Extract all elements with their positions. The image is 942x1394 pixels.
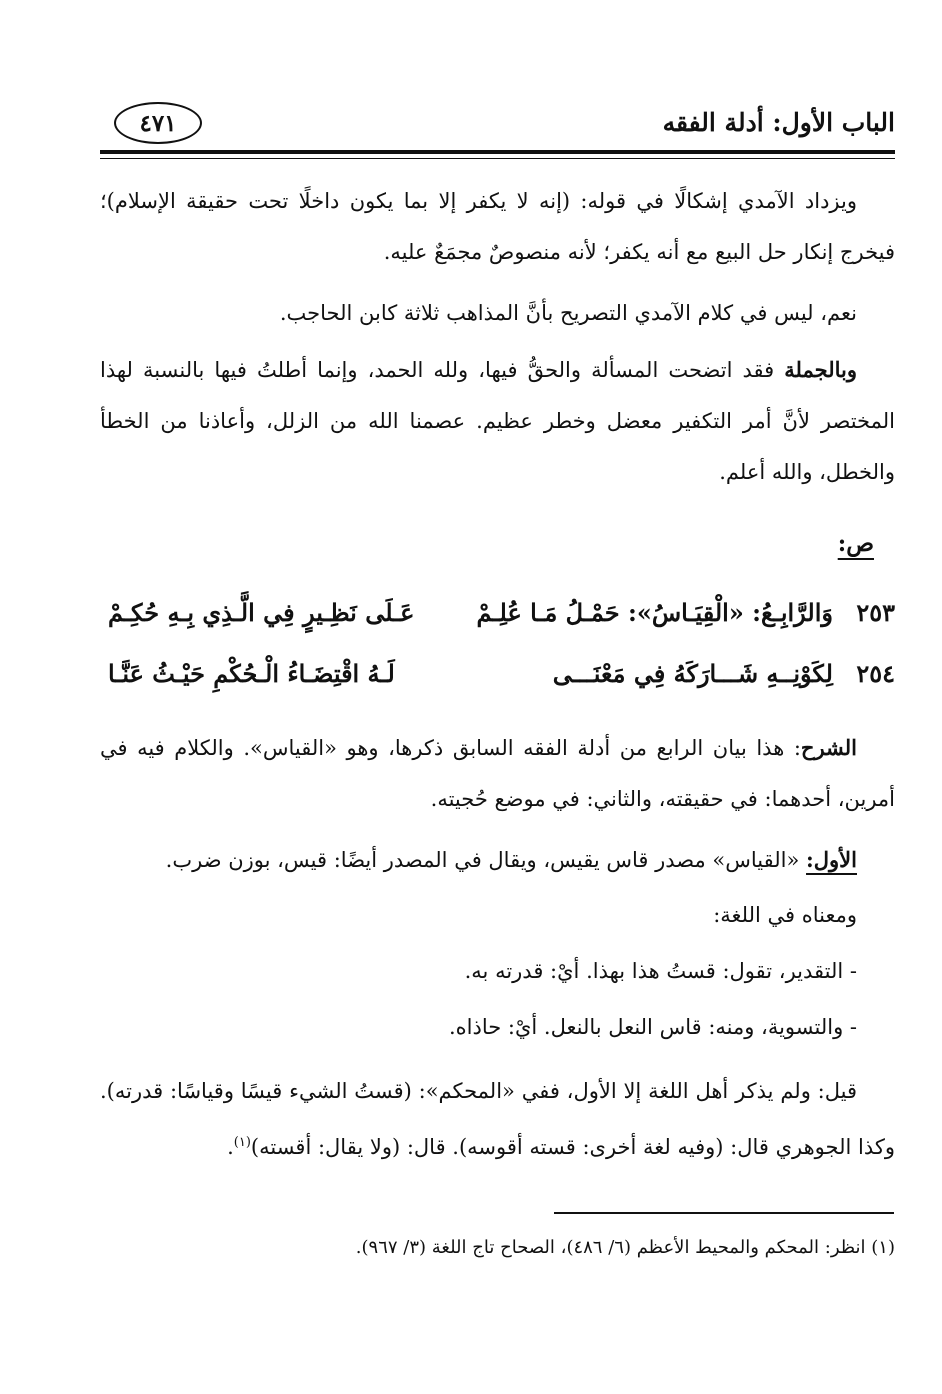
verse-254 (100, 651, 895, 701)
paragraph-naam: نعم، ليس في كلام الآمدي التصريح بأنَّ المذاهب ثلاثة كابن الحاجب. (279, 301, 857, 325)
qila-text: قيل: ولم يذكر أهل اللغة إلا الأول، ففي «المحكم»: (قستُ الشيء قيسًا وقياسًا: قدرته). وكذا الجوهري قال: (وفيه لغة أخرى: قسته أقوسه). قال: (ولا يقال: أقسته) (100, 1079, 895, 1159)
verse-number: ٢٥٣ (856, 598, 895, 627)
summary-lead: وبالجملة (784, 357, 857, 382)
section-label-matn: ص: (837, 530, 874, 557)
sharh-lead: الشرح (800, 735, 857, 760)
qila-end: . (227, 1135, 234, 1159)
paragraph-amidi: ويزداد الآمدي إشكالًا في قوله: (إنه لا يكفر إلا بما يكون داخلًا تحت حقيقة الإسلام)؛ فيخرج إنكار حل البيع مع أنه يكفر؛ لأنه منصوصٌ مجمَعٌ عليه. (100, 189, 895, 264)
verse-hemistich-second: عَـلَى نَظِـيرٍ فِي الَّـذِي بِـهِ حُكِـمْ (108, 598, 415, 627)
paragraph-meaning: ومعناه في اللغة: (713, 903, 857, 927)
verse-253 (100, 590, 895, 640)
paragraph-sharh (100, 722, 895, 825)
awwal-text: «القياس» مصدر قاس يقيس، ويقال في المصدر أيضًا: قيس، بوزن ضرب. (165, 848, 807, 872)
page-header (100, 100, 895, 148)
summary-text: فقد اتضحت المسألة والحقُّ فيها، ولله الحمد، وإنما أطلتُ فيها بالنسبة لهذا المختصر لأنَّ أمر التكفير معضل وخطر عظيم. عصمنا الله من الزلل، وأعاذنا من الخطأ والخطل، والله أعلم. (100, 358, 895, 484)
footnote-separator (554, 1212, 894, 1214)
awwal-lead: الأول: (806, 847, 857, 872)
chapter-title: الباب الأول: أدلة الفقه (662, 108, 895, 137)
verse-hemistich-first: وَالرَّابِـعُ: «الْقِيَـاسُ»: حَمْـلُ مَـا عُلِـمْ (476, 598, 833, 627)
header-rule-thick (100, 150, 895, 154)
verse-hemistich-second: لَـهُ اقْتِضَـاءُ الْـحُكْمِ حَيْـثُ عَنَّـا (108, 659, 395, 688)
header-rule-thin (100, 158, 895, 159)
sharh-text: : هذا بيان الرابع من أدلة الفقه السابق ذكرها، وهو «القياس». والكلام فيه في أمرين، أحدهما: في حقيقته، والثاني: في موضع حُجيته. (100, 736, 895, 811)
footnote: (١) انظر: المحكم والمحيط الأعظم (٦/ ٤٨٦)، الصحاح تاج اللغة (٣/ ٩٦٧). (355, 1237, 895, 1258)
paragraph-summary (100, 344, 895, 498)
list-item-taswiya: - والتسوية، ومنه: قاس النعل بالنعل. أيْ: حاذاه. (448, 1015, 857, 1039)
page-number-badge: ٤٧١ (114, 102, 202, 144)
verse-hemistich-first: لِكَوْنِــهِ شَـــارَكَهُ فِي مَعْنَـــى (552, 659, 833, 688)
paragraph-awwal (100, 834, 895, 886)
verse-number: ٢٥٤ (856, 659, 895, 688)
list-item-taqdir: - التقدير، تقول: قستُ هذا بهذا. أيْ: قدرته به. (464, 959, 857, 983)
footnote-marker[interactable]: (١) (233, 1135, 251, 1150)
paragraph-qila (100, 1066, 895, 1173)
